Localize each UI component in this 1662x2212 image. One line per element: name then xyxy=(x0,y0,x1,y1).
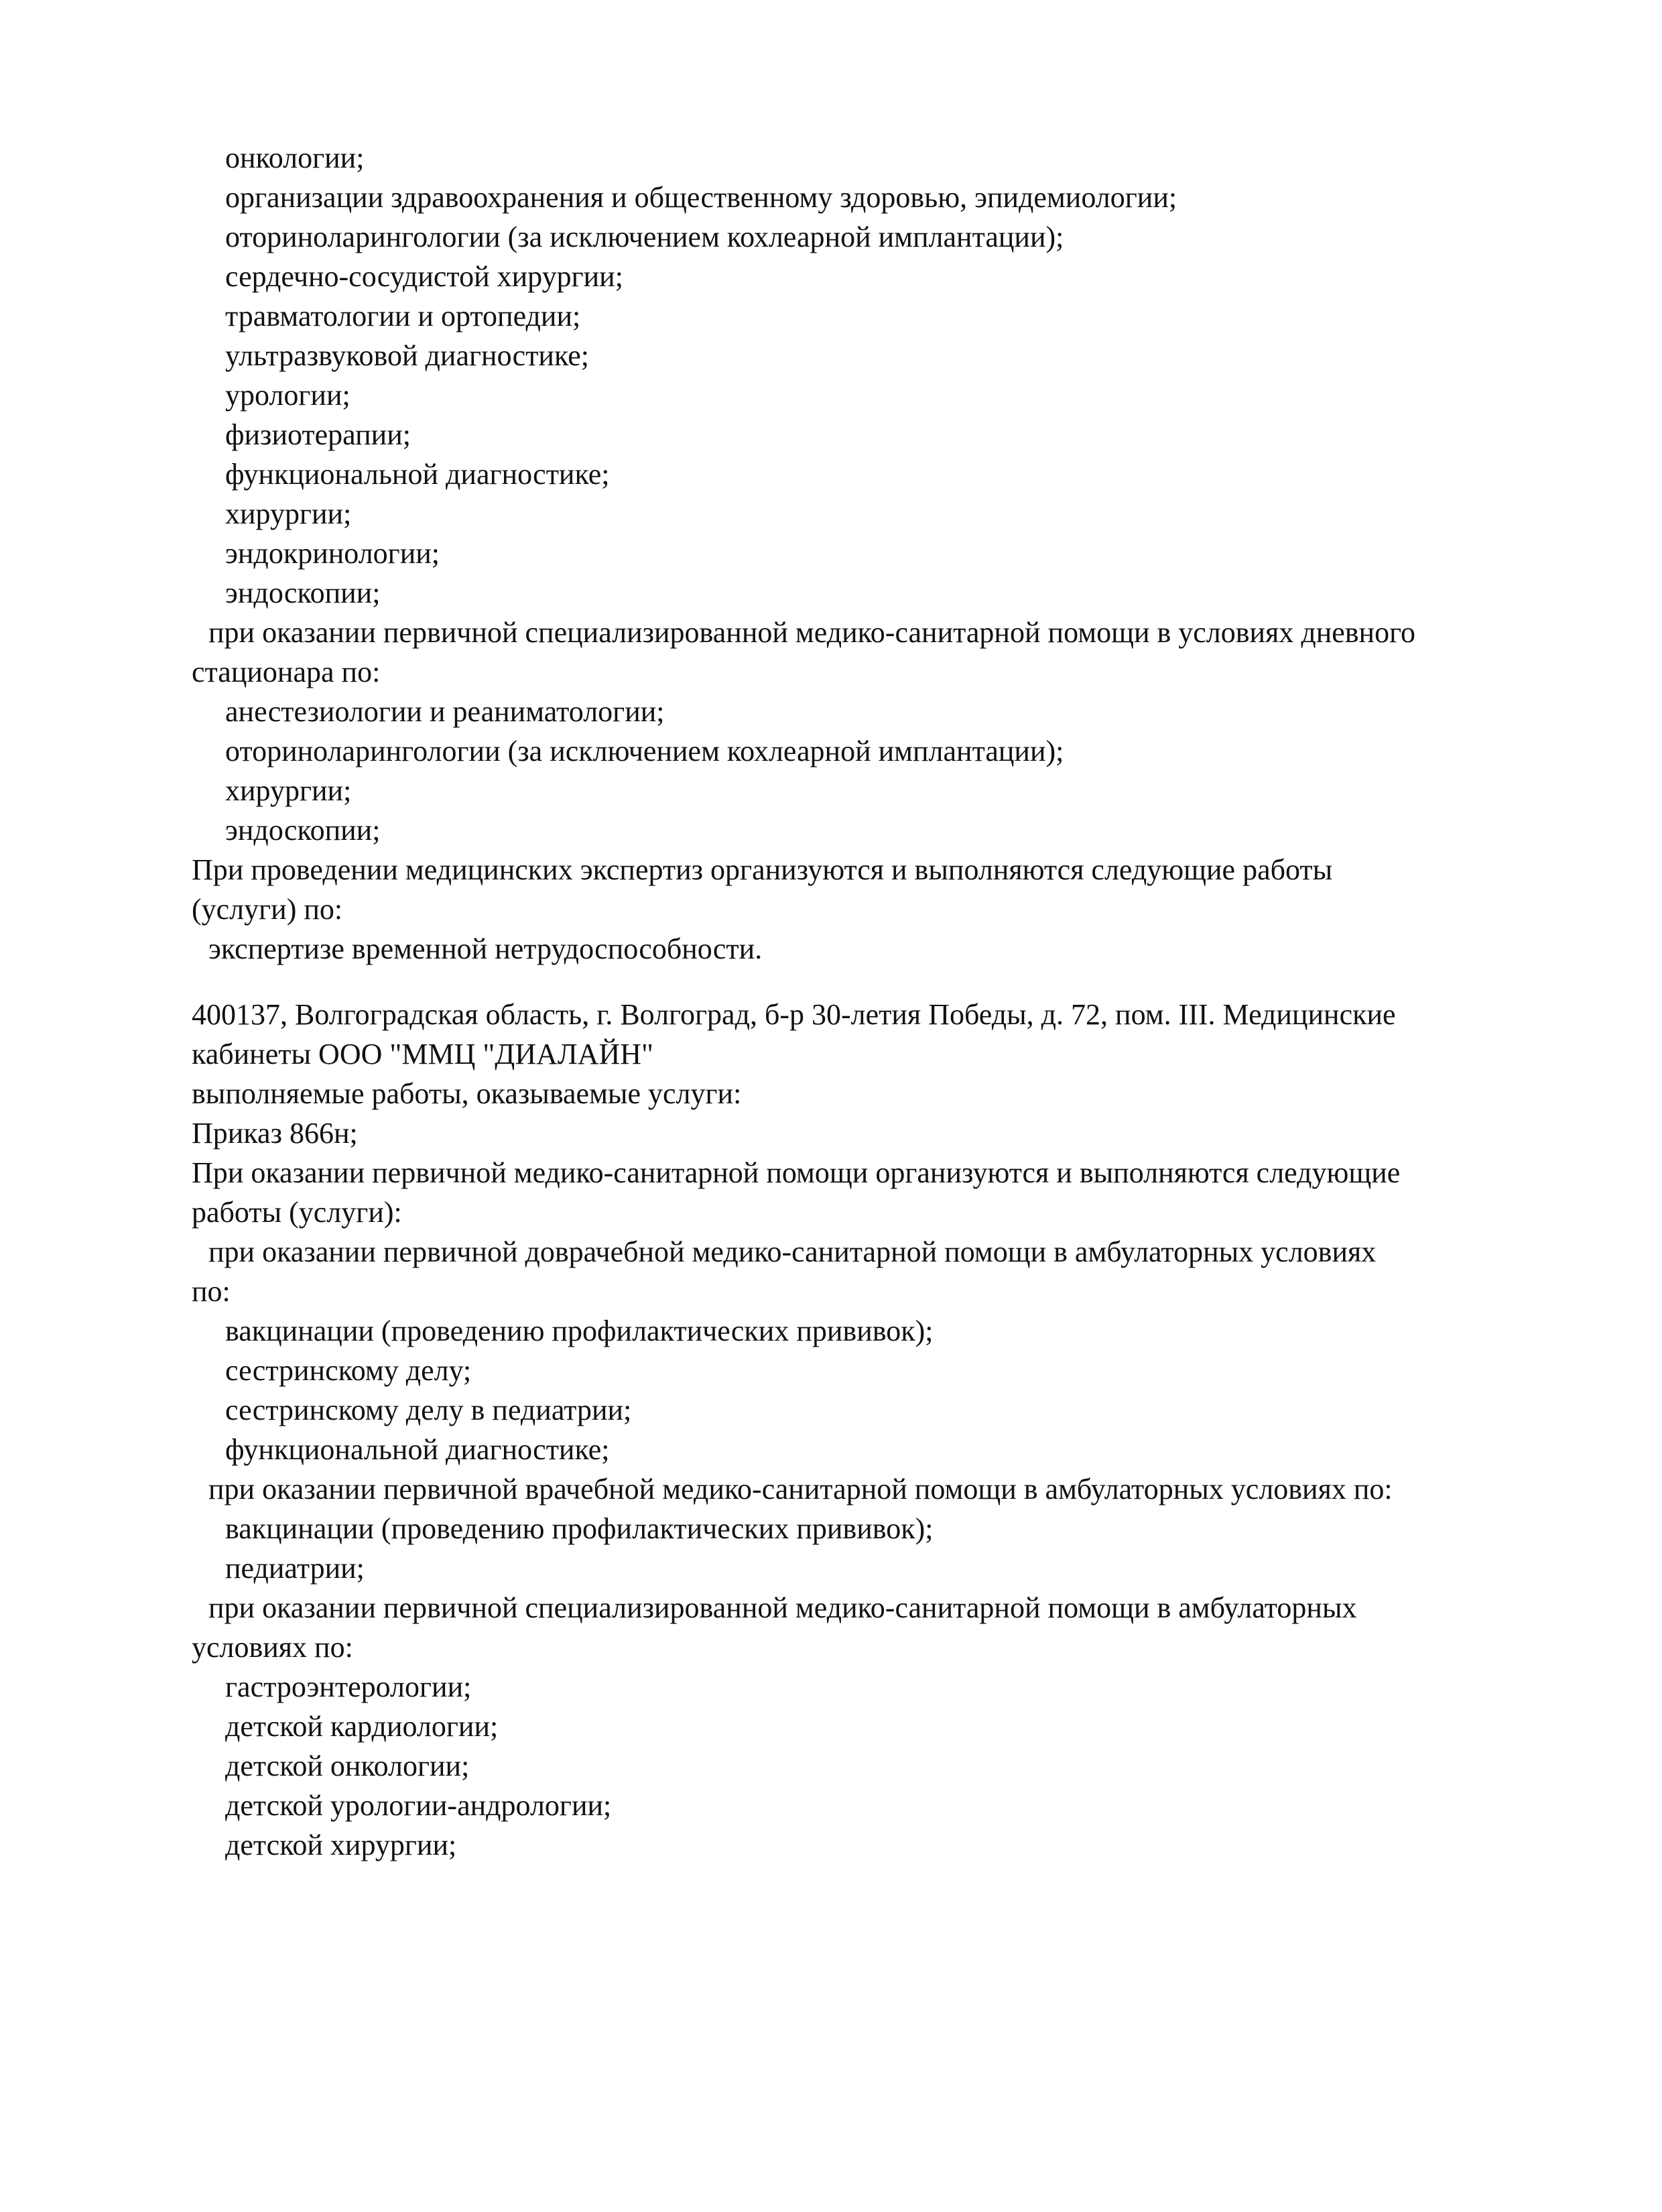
works-label: выполняемые работы, оказываемые услуги: xyxy=(192,1077,742,1110)
vrach-list xyxy=(192,1509,1559,1588)
list-item: эндокринологии; xyxy=(225,537,440,570)
list-item: функциональной диагностике; xyxy=(225,1433,610,1466)
document-page xyxy=(192,138,1559,1865)
order-reference: Приказ 866н; xyxy=(192,1117,358,1150)
list-item: детской кардиологии; xyxy=(225,1710,499,1743)
vrach-heading: при оказании первичной врачебной медико-санитарной помощи в амбулаторных условиях по: xyxy=(208,1473,1393,1506)
list-item: анестезиологии и реаниматологии; xyxy=(225,695,665,728)
prevrach-list xyxy=(192,1311,1559,1469)
section-divider-space xyxy=(192,969,1559,995)
list-item: сердечно-сосудистой хирургии; xyxy=(225,260,623,293)
list-item: детской онкологии; xyxy=(225,1749,470,1782)
list-item: сестринскому делу в педиатрии; xyxy=(225,1394,632,1426)
day-hospital-heading: при оказании первичной специализированной медико-санитарной помощи в условиях дневного стационара по: xyxy=(192,616,1416,688)
list-item: урологии; xyxy=(225,379,350,412)
list-item: организации здравоохранения и общественному здоровью, эпидемиологии; xyxy=(225,181,1177,214)
list-item: вакцинации (проведению профилактических прививок); xyxy=(225,1512,934,1545)
list-item: хирургии; xyxy=(225,497,352,530)
address-block: 400137, Волгоградская область, г. Волгоград, б-р 30-летия Победы, д. 72, пом. III. Медицинские кабинеты ООО "ММЦ "ДИАЛАЙН" xyxy=(192,998,1396,1070)
list-item: онкологии; xyxy=(225,141,365,174)
list-item: травматологии и ортопедии; xyxy=(225,300,581,332)
special-heading: при оказании первичной специализированной медико-санитарной помощи в амбулаторных условиях по: xyxy=(192,1591,1357,1664)
list-item: детской урологии-андрологии; xyxy=(225,1789,612,1822)
list-item: педиатрии; xyxy=(225,1552,365,1585)
day-hospital-list xyxy=(192,692,1559,850)
prevrach-heading: при оказании первичной доврачебной медико-санитарной помощи в амбулаторных условиях по: xyxy=(192,1235,1377,1308)
list-item: детской хирургии; xyxy=(225,1829,457,1861)
special-list xyxy=(192,1667,1559,1865)
list-item: ультразвуковой диагностике; xyxy=(225,339,590,372)
list-item: оториноларингологии (за исключением кохлеарной имплантации); xyxy=(225,221,1064,253)
expertise-item: экспертизе временной нетрудоспособности. xyxy=(208,932,763,965)
expertise-heading: При проведении медицинских экспертиз организуются и выполняются следующие работы (услуги) по: xyxy=(192,853,1333,926)
list-item: физиотерапии; xyxy=(225,418,411,451)
primary-care-heading: При оказании первичной медико-санитарной помощи организуются и выполняются следующие работы (услуги): xyxy=(192,1156,1401,1229)
list-item: эндоскопии; xyxy=(225,576,381,609)
list-item: эндоскопии; xyxy=(225,814,381,847)
list-item: хирургии; xyxy=(225,774,352,807)
list-item: сестринскому делу; xyxy=(225,1354,472,1387)
list-item: оториноларингологии (за исключением кохлеарной имплантации); xyxy=(225,735,1064,767)
list-item: гастроэнтерологии; xyxy=(225,1670,472,1703)
list-item: вакцинации (проведению профилактических прививок); xyxy=(225,1314,934,1347)
section1-list-top xyxy=(192,138,1559,613)
list-item: функциональной диагностике; xyxy=(225,458,610,491)
